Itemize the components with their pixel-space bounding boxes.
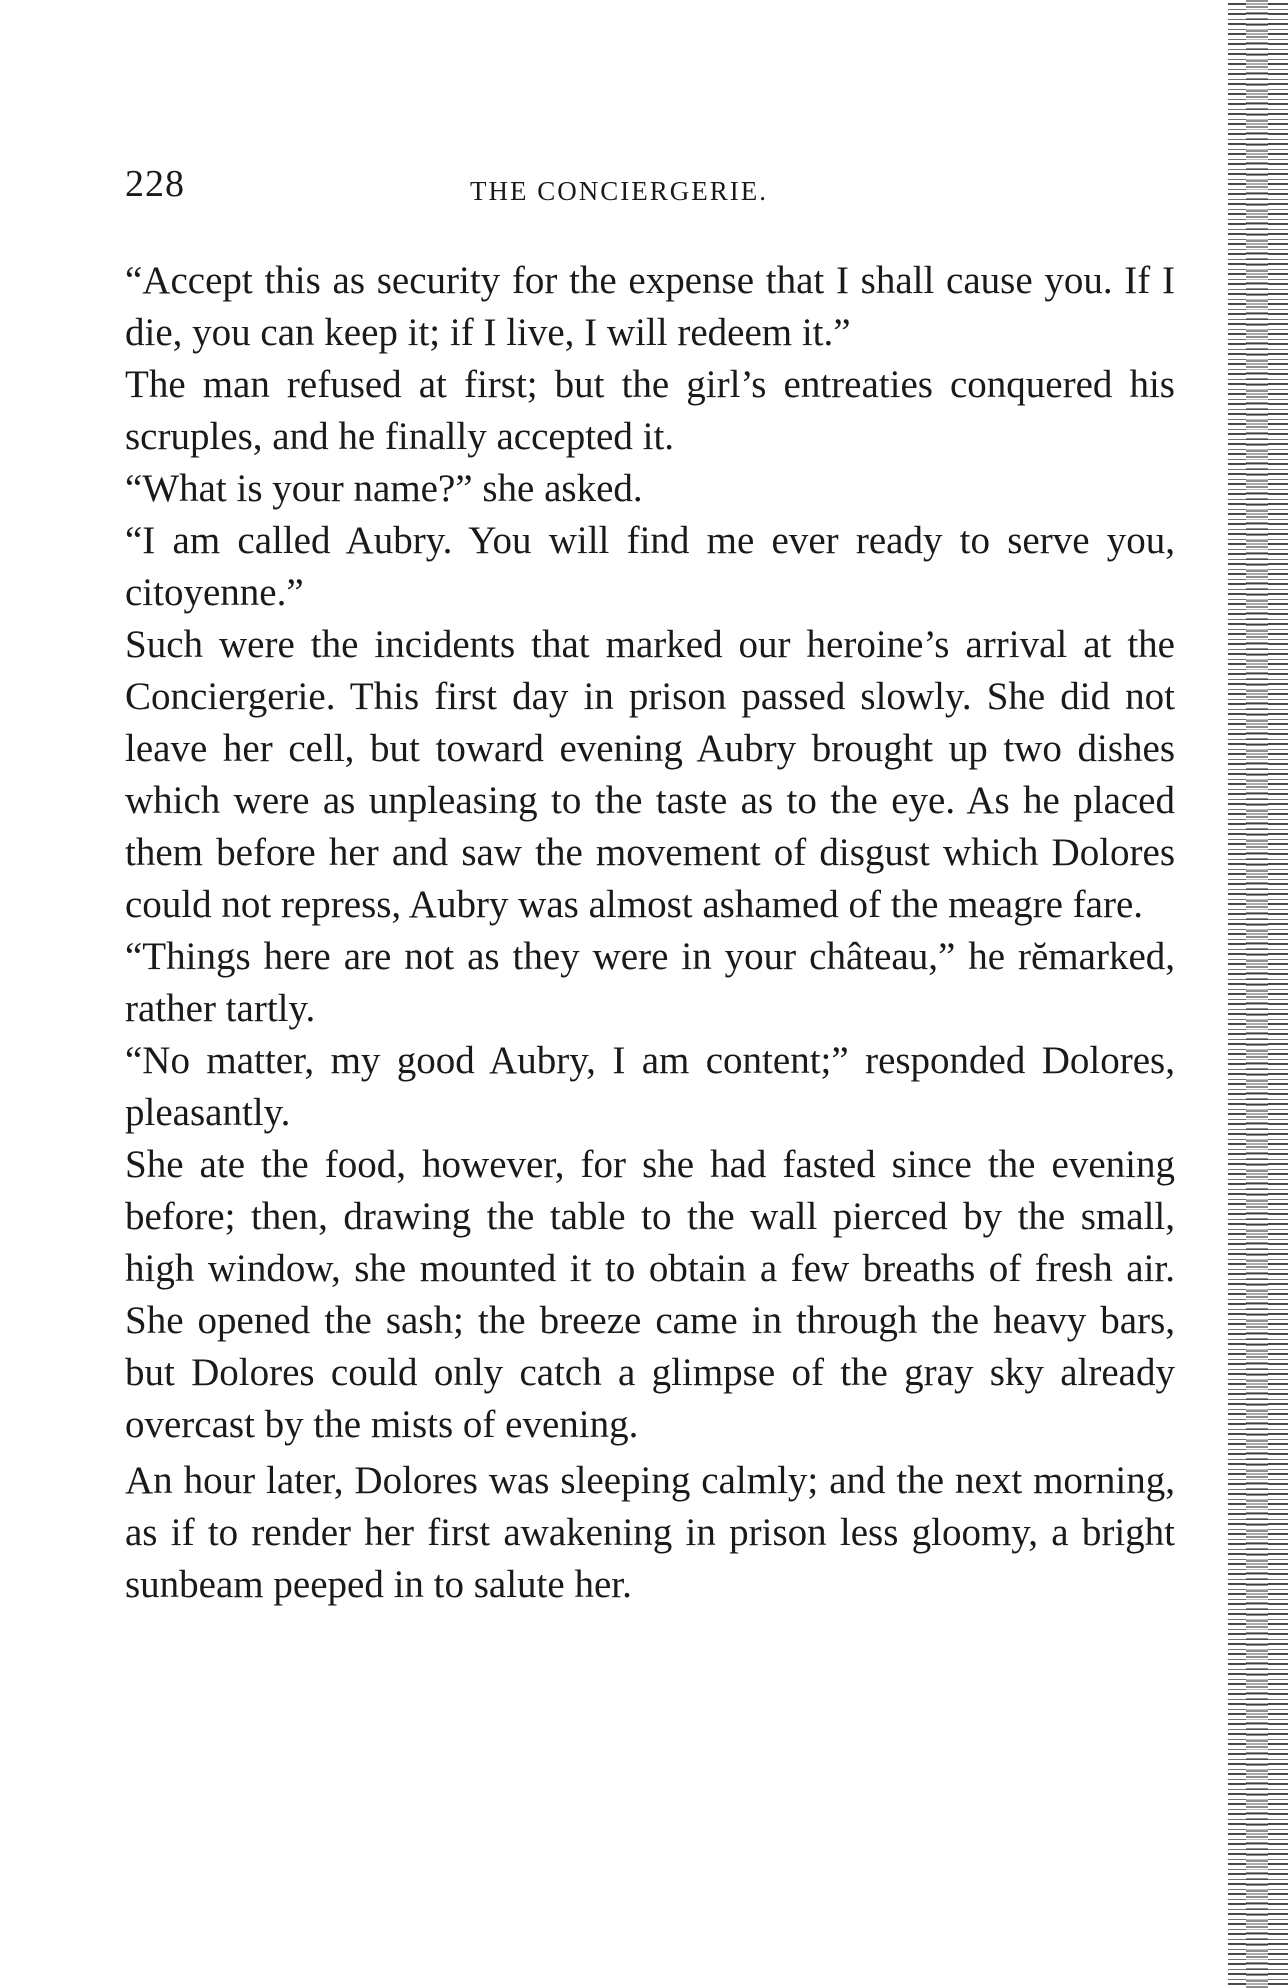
paragraph: The man refused at first; but the girl’s entreaties conquered his scruples, and he finally accepted it. — [125, 363, 1175, 458]
paragraph: “Accept this as security for the expense that I shall cause you. If I die, you can keep it; if I live, I will redeem it.” — [125, 259, 1175, 354]
paragraph: She ate the food, however, for she had fasted since the evening before; then, drawing the table to the wall pierced by the small, high window, she mounted it to obtain a few breaths of fresh air. She opened the sash; the breeze came in through the heavy bars, but Dolores could only catch a glimpse of the gray sky already overcast by the mists of evening. — [125, 1143, 1175, 1446]
paragraph: “Things here are not as they were in your château,” he rĕmarked, rather tartly. — [125, 935, 1175, 1030]
page-edge-texture — [1246, 0, 1268, 1988]
paragraph: An hour later, Dolores was sleeping calmly; and the next morning, as if to render her first awakening in prison less gloomy, a bright sunbeam peeped in to salute her. — [125, 1459, 1175, 1606]
running-head: THE CONCIERGERIE. — [470, 176, 768, 206]
paragraph: Such were the incidents that marked our heroine’s arrival at the Conciergerie. This first day in prison passed slowly. She did not leave her cell, but toward evening Aubry brought up two dishes which were as unpleasing to the taste as to the eye. As he placed them before her and saw the movement of disgust which Dolores could not repress, Aubry was almost ashamed of the meagre fare. — [125, 623, 1175, 926]
page-number: 228 — [125, 163, 185, 205]
paragraph: “What is your name?” she asked. — [125, 467, 643, 510]
paragraph: “I am called Aubry. You will find me ever ready to serve you, citoyenne.” — [125, 519, 1175, 614]
page-header — [125, 162, 1185, 222]
page-edge-shadow — [1228, 0, 1288, 1988]
body-text — [125, 255, 1175, 1611]
paragraph: “No matter, my good Aubry, I am content;” responded Dolores, pleasantly. — [125, 1039, 1175, 1134]
